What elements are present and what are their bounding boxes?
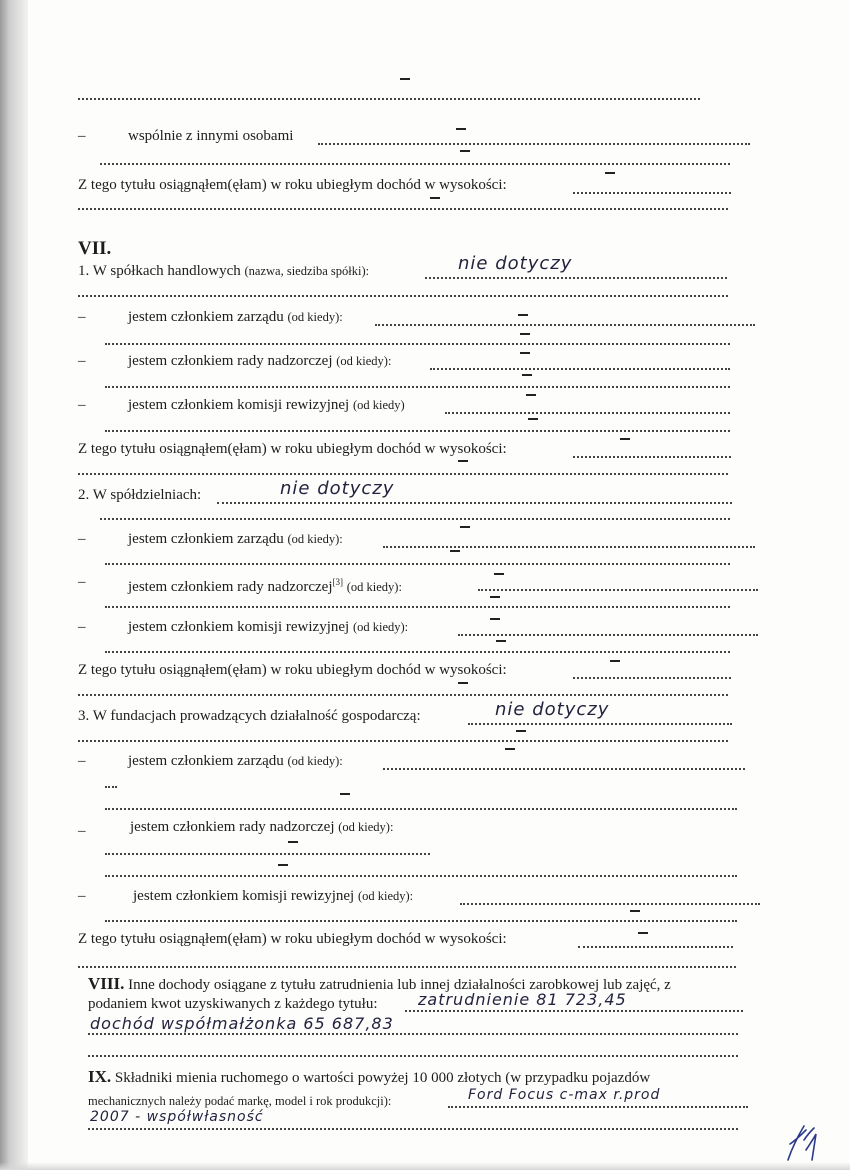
scan-bottom-shadow [0,1162,850,1170]
fill-line [78,98,700,100]
coops-board-hint: (od kiedy): [287,532,343,546]
bullet-dash: – [78,309,86,325]
fill-line [445,412,730,414]
handwritten-dash [605,172,615,174]
fill-line [78,966,736,968]
handwritten-dash [638,932,648,934]
handwritten-dash [450,550,460,552]
fill-line [375,324,755,326]
handwritten-dash [460,526,470,528]
handwritten-dash [496,640,506,642]
fill-line [105,606,730,608]
section-ix-text-2: mechanicznych należy podać markę, model i rok produkcji): [88,1094,392,1108]
fill-line [405,1010,743,1012]
handwritten-dash [516,730,526,732]
found-supervisory-label: jestem członkiem rady nadzorczej [130,819,335,835]
section-vii-heading: VII. [78,238,112,259]
handwritten-dash [620,438,630,440]
coops-audit-hint: (od kiedy): [352,620,409,634]
handwritten-dash [505,748,515,750]
handwritten-dash [456,128,466,130]
handwritten-dash [458,460,468,462]
fill-line [78,295,728,297]
fill-line [105,386,730,388]
bullet-dash: – [78,574,86,590]
handwritten-dash [340,793,350,795]
fill-line [573,192,731,194]
section-viii-text-1: Inne dochody osiągane z tytułu zatrudnienia lub innej działalności zarobkowej lub zajęć, z [128,977,671,993]
fill-line [78,208,728,210]
fill-line [105,786,117,788]
bullet-dash: – [78,128,86,144]
fill-line [468,723,732,725]
fill-line [383,546,755,548]
fill-line [78,694,728,696]
fill-line [78,473,728,475]
found-board-label: jestem członkiem zarządu [128,753,284,769]
fill-line [78,740,728,742]
bullet-dash: – [78,888,86,904]
handwritten-dash [490,618,500,620]
fill-line [88,1055,738,1057]
fill-line [217,502,732,504]
bullet-dash: – [78,753,86,769]
fill-line [88,1033,738,1035]
fill-line [105,920,737,922]
fill-line [105,430,730,432]
board-label: jestem członkiem zarządu [128,309,284,325]
bullet-dash: – [78,397,86,413]
handwritten-dash [288,841,298,843]
fill-line [105,853,430,855]
handwritten-dash [490,596,500,598]
jointly-label: wspólnie z innymi osobami [128,128,294,144]
fill-line [105,343,730,345]
fill-line [100,518,730,520]
found-income-label: Z tego tytułu osiągnąłem(ęłam) w roku ubiegłym dochód w wysokości: [78,931,507,947]
handwritten-dash [528,418,538,420]
handwritten-dash [494,573,504,575]
bullet-dash: – [78,353,86,369]
supervisory-hint: (od kiedy): [336,354,392,368]
board-hint: (od kiedy): [287,310,343,324]
fill-line [100,163,730,165]
initials-signature-icon [782,1122,822,1166]
handwritten-dash [522,374,532,376]
handwritten-dash [430,197,440,199]
section-viii-heading: VIII. [88,974,125,993]
handwritten-dash [630,910,640,912]
section-ix-answer-1: Ford Focus c-max r.prod [468,1087,661,1103]
coops-supervisory-label: jestem członkiem rady nadzorczej [128,579,333,595]
fill-line [573,456,731,458]
bullet-dash: – [78,531,86,547]
section-ix-heading: IX. [88,1067,112,1086]
handwritten-dash [520,333,530,335]
coops-label: 2. W spółdzielniach: [78,487,202,503]
coops-answer: nie dotyczy [280,478,395,499]
handwritten-dash [526,394,536,396]
fill-line [460,903,760,905]
section-viii-answer-2: dochód współmałżonka 65 687,83 [90,1014,394,1033]
section-viii-text-2: podaniem kwot uzyskiwanych z każdego tytułu: [88,996,378,1012]
companies-label: 1. W spółkach handlowych [78,263,241,279]
fill-line [458,634,758,636]
section-viii-answer-1: zatrudnienie 81 723,45 [418,990,627,1009]
fill-line [478,589,758,591]
fill-line [573,677,731,679]
fill-line [105,875,737,877]
foundations-label: 3. W fundacjach prowadzących działalność gospodarczą: [78,708,421,724]
footnote-ref: [3] [332,577,343,587]
fill-line [425,277,727,279]
foundations-answer: nie dotyczy [495,699,610,720]
audit-label: jestem członkiem komisji rewizyjnej [128,397,350,413]
audit-hint: (od kiedy) [352,398,405,412]
fill-line [105,563,730,565]
found-supervisory-hint: (od kiedy): [338,820,394,834]
handwritten-dash [458,682,468,684]
fill-line [430,368,730,370]
fill-line [383,768,745,770]
fill-line [318,143,750,145]
found-audit-hint: (od kiedy): [357,889,414,903]
found-audit-label: jestem członkiem komisji rewizyjnej [133,888,355,904]
companies-answer: nie dotyczy [458,253,573,274]
coops-income-label: Z tego tytułu osiągnąłem(ęłam) w roku ubiegłym dochód w wysokości: [78,662,507,678]
found-board-hint: (od kiedy): [287,754,343,768]
companies-hint: (nazwa, siedziba spółki): [244,264,370,278]
handwritten-dash [518,314,528,316]
fill-line [448,1106,748,1108]
bullet-dash: – [78,823,86,839]
handwritten-dash [520,352,530,354]
supervisory-label: jestem członkiem rady nadzorczej [128,353,333,369]
fill-line [105,651,730,653]
income-label: Z tego tytułu osiągnąłem(ęłam) w roku ubiegłym dochód w wysokości: [78,177,507,193]
fill-line [88,1128,738,1130]
handwritten-dash [610,660,620,662]
income-label: Z tego tytułu osiągnąłem(ęłam) w roku ubiegłym dochód w wysokości: [78,441,507,457]
fill-line [578,946,733,948]
section-ix-text-1: Składniki mienia ruchomego o wartości powyżej 10 000 złotych (w przypadku pojazdów [114,1070,651,1086]
coops-audit-label: jestem członkiem komisji rewizyjnej [128,619,350,635]
handwritten-dash [278,864,288,866]
handwritten-dash [460,150,470,152]
fill-line [105,808,737,810]
handwritten-dash [400,78,410,80]
section-ix-answer-2: 2007 - współwłasność [90,1109,264,1125]
coops-supervisory-hint: (od kiedy): [346,580,402,594]
bullet-dash: – [78,619,86,635]
coops-board-label: jestem członkiem zarządu [128,531,284,547]
